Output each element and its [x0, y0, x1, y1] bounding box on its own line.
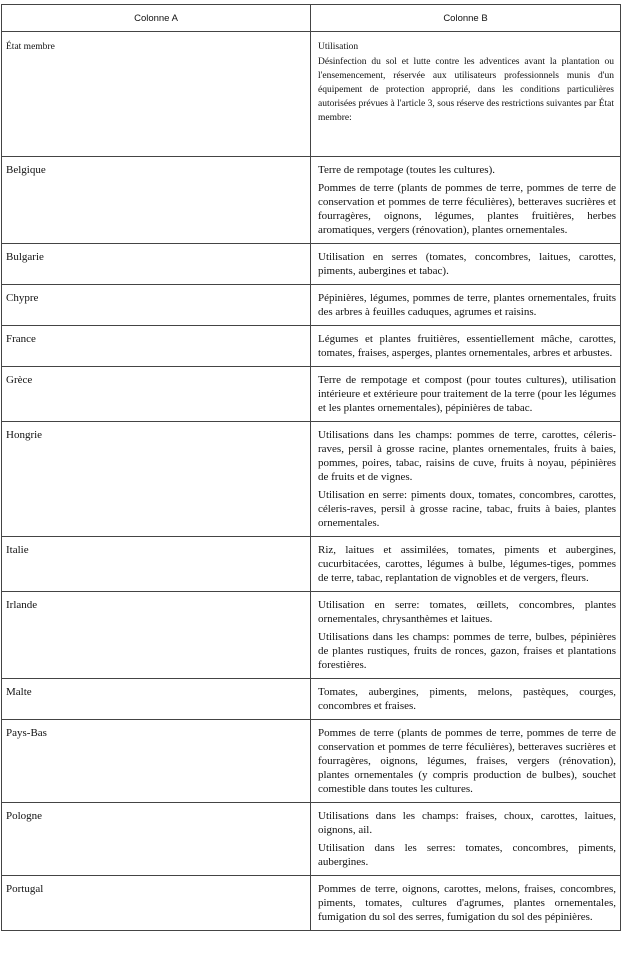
header-row: [2, 5, 621, 32]
usage-cell: [311, 679, 621, 720]
table-body: [2, 32, 621, 931]
usage-paragraph: Pommes de terre (plants de pommes de terre, pommes de terre de conservation et pommes de terre féculières), betteraves sucrières et fourragères, oignons, légumes, fraises, vergers (rénovation), plantes ornementales (y compris production de bulbes), souchet comestible dans toutes les cultures.: [318, 727, 616, 795]
usage-cell: [311, 592, 621, 679]
table-row: [2, 720, 621, 803]
member-state-heading: État membre: [2, 32, 311, 157]
usage-cell: [311, 720, 621, 803]
usage-paragraph: Utilisation en serres (tomates, concombres, laitues, carottes, piments, aubergines et tabac).: [318, 251, 616, 277]
table-row: [2, 367, 621, 422]
usage-paragraph: Utilisation en serre: tomates, œillets, concombres, plantes ornementales, chrysanthèmes et laitues.: [318, 599, 616, 625]
usage-paragraph: Pommes de terre, oignons, carottes, melons, fraises, concombres, piments, tomates, cultures d'agrumes, plantes ornementales, fumigation du sol des serres, fumigation du sol des pépinières.: [318, 883, 616, 923]
member-state-name: Pologne: [2, 803, 311, 876]
usage-paragraph: Tomates, aubergines, piments, melons, pastèques, courges, concombres et fraises.: [318, 686, 616, 712]
usage-paragraph: Terre de rempotage (toutes les cultures).: [318, 164, 495, 176]
member-state-name: Italie: [2, 537, 311, 592]
member-state-name: Bulgarie: [2, 244, 311, 285]
table-row: [2, 537, 621, 592]
table-row: [2, 876, 621, 931]
usage-paragraph: Utilisation en serre: piments doux, tomates, concombres, carottes, céleris-raves, persil à grosse racine, tabac, fruits à baies, plantes ornementales.: [318, 489, 616, 529]
regulation-table: [1, 4, 621, 931]
usage-paragraph: Utilisation dans les serres: tomates, concombres, piments, aubergines.: [318, 842, 616, 868]
usage-cell: [311, 326, 621, 367]
usage-cell: [311, 367, 621, 422]
usage-paragraph: Pommes de terre (plants de pommes de terre, pommes de terre de conservation et pommes de terre féculières), betteraves sucrières et fourragères, oignons, légumes, plantes fruitières, herbes aromatiques, vergers (rénovation), plantes ornementales.: [318, 182, 616, 236]
usage-description: Désinfection du sol et lutte contre les adventices avant la plantation ou l'ensemencement, réservée aux utilisateurs professionnels munis d'un équipement de protection approprié, dans les conditions particulières autorisées prévues à l'article 3, sous réserve des restrictions suivantes par État membre:: [318, 57, 614, 123]
usage-paragraph: Utilisations dans les champs: fraises, choux, carottes, laitues, oignons, ail.: [318, 810, 616, 836]
member-state-name: Belgique: [2, 157, 311, 244]
table-row: [2, 285, 621, 326]
table-row: [2, 592, 621, 679]
intro-row: [2, 32, 621, 157]
usage-cell: [311, 285, 621, 326]
member-state-name: Grèce: [2, 367, 311, 422]
member-state-name: Pays-Bas: [2, 720, 311, 803]
member-state-name: Hongrie: [2, 422, 311, 537]
usage-paragraph: Pépinières, légumes, pommes de terre, plantes ornementales, fruits des arbres à feuilles caduques, agrumes et raisins.: [318, 292, 616, 318]
member-state-name: France: [2, 326, 311, 367]
table-row: [2, 679, 621, 720]
member-state-name: Malte: [2, 679, 311, 720]
usage-cell: [311, 244, 621, 285]
usage-label: Utilisation: [318, 42, 359, 52]
table-row: [2, 244, 621, 285]
column-a-header: Colonne A: [2, 5, 311, 32]
table-row: [2, 422, 621, 537]
usage-heading-cell: [311, 32, 621, 157]
member-state-name: Irlande: [2, 592, 311, 679]
usage-paragraph: Utilisations dans les champs: pommes de terre, carottes, céleris-raves, persil à grosse racine, plantes ornementales, fruits à baies, pommes, poires, tabac, raisins de cuve, fruits à noyau, pépinières de fruits et de vignes.: [318, 429, 616, 483]
table-row: [2, 157, 621, 244]
usage-paragraph: Terre de rempotage et compost (pour toutes cultures), utilisation intérieure et extérieure pour traitement de la terre (pour les légumes et les plantes ornementales), pépinières de tabac.: [318, 374, 616, 414]
table-row: [2, 326, 621, 367]
usage-cell: [311, 537, 621, 592]
usage-cell: [311, 422, 621, 537]
usage-paragraph: Légumes et plantes fruitières, essentiellement mâche, carottes, tomates, fraises, asperges, plantes ornementales, arbres et arbustes.: [318, 333, 616, 359]
table-row: [2, 803, 621, 876]
usage-cell: [311, 803, 621, 876]
usage-paragraph: Riz, laitues et assimilées, tomates, piments et aubergines, cucurbitacées, carottes, légumes à bulbe, légumes-tiges, pommes de terre, tabac, replantation de vignobles et de vergers, fleurs.: [318, 544, 616, 584]
usage-cell: [311, 876, 621, 931]
usage-cell: [311, 157, 621, 244]
member-state-name: Chypre: [2, 285, 311, 326]
usage-paragraph: Utilisations dans les champs: pommes de terre, bulbes, pépinières de plantes rustiques, fruits de ronces, gazon, fraises et plantations forestières.: [318, 631, 616, 671]
column-b-header: Colonne B: [311, 5, 621, 32]
member-state-name: Portugal: [2, 876, 311, 931]
